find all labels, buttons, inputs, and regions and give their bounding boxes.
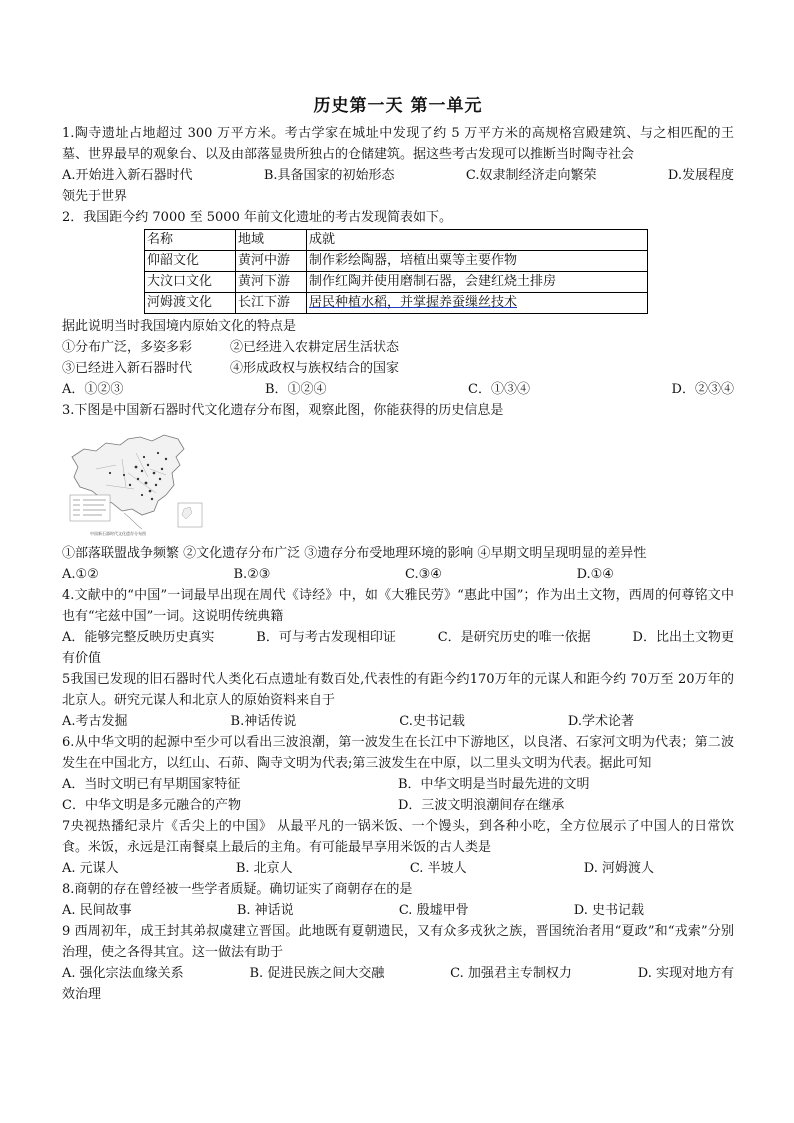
- option-c: C．①③④: [468, 382, 530, 397]
- question-2-options: [62, 379, 734, 400]
- question-2: [62, 207, 734, 400]
- question-2-stem: 2．我国距今约 7000 至 5000 年前文化遗址的考古发现简表如下。: [62, 210, 452, 225]
- question-9: [62, 921, 734, 1005]
- exam-page: [62, 96, 734, 1005]
- option-b: B．①②④: [264, 382, 327, 397]
- option-c: C.奴隶制经济走向繁荣: [465, 168, 597, 183]
- option-a: A. 民间故事: [62, 903, 132, 918]
- statement-4: ④形成政权与族权结合的国家: [230, 361, 400, 376]
- option-d: D．三波文明浪潮间存在继承: [398, 798, 565, 813]
- option-b: B. 促进民族之间大交融: [249, 966, 385, 981]
- china-map-illustration: [66, 429, 206, 537]
- question-1-options: [62, 165, 734, 186]
- question-4-options: [62, 627, 734, 648]
- option-b: B. 神话说: [236, 903, 294, 918]
- option-b: B.具备国家的初始形态: [263, 168, 395, 183]
- question-1: [62, 123, 734, 207]
- question-2-statements-row2: [62, 358, 734, 379]
- question-7-stem: 7央视热播纪录片《舌尖上的中国》 从最平凡的一锅米饭、一个馒头，到各种小吃，全方位展示了中国人的日常饮食。米饭，永远是江南餐桌上最后的主角。有可能最早享用米饭的古人类是: [62, 819, 734, 855]
- option-a: A.考古发掘: [62, 714, 128, 729]
- option-d: D. 实现对地方有: [637, 966, 734, 981]
- question-8-options: [62, 900, 734, 921]
- map-caption: 中国新石器时代文化遗存分布图: [90, 531, 146, 536]
- option-c: C. 加强君主专制权力: [450, 966, 572, 981]
- question-7: [62, 816, 734, 879]
- table-cell: 黄河中游: [236, 251, 307, 272]
- table-cell: 制作彩绘陶器，培植出粟等主要作物: [307, 251, 648, 272]
- table-cell: 仰韶文化: [145, 251, 236, 272]
- option-b: B.神话传说: [230, 714, 297, 729]
- option-d: D.①④: [576, 567, 614, 582]
- statement-1: ①分布广泛，多姿多彩: [62, 340, 193, 355]
- option-c: C．是研究历史的唯一依据: [437, 630, 591, 645]
- page-title: 历史第一天 第一单元: [313, 96, 483, 116]
- table-row: [145, 293, 648, 314]
- table-cell: 长江下游: [236, 293, 307, 314]
- table-header: 成就: [307, 230, 648, 251]
- question-1-stem: 1.陶寺遗址占地超过 300 万平方米。考古学家在城址中发现了约 5 万平方米的高规格宫殿建筑、与之相匹配的王墓、世界最早的观象台、以及由部落显贵所独占的仓储建筑。据这些考古发现可以推断当时陶寺社会: [62, 126, 734, 162]
- option-a: A．能够完整反映历史真实: [62, 630, 215, 645]
- table-header: 地域: [236, 230, 307, 251]
- table-cell: 制作红陶并使用磨制石器，会建红烧土排房: [307, 272, 648, 293]
- option-d: D. 河姆渡人: [583, 861, 654, 876]
- table-row: [145, 272, 648, 293]
- question-2-question: 据此说明当时我国境内原始文化的特点是: [62, 319, 297, 334]
- option-b: B．可与考古发现相印证: [256, 630, 396, 645]
- neolithic-map-image: [66, 429, 206, 537]
- question-9-options: [62, 963, 734, 984]
- option-a: A. 元谋人: [62, 861, 119, 876]
- option-c: C.③④: [405, 567, 442, 582]
- option-d-continued: 有价值: [62, 651, 102, 666]
- table-header-row: [145, 230, 648, 251]
- question-4-stem: 4.文献中的“中国”一词最早出现在周代《诗经》中，如《大雅民劳》“惠此中国”；作为出土文物，西周的何尊铭文中也有“宅兹中国”一词。这说明传统典籍: [62, 588, 734, 624]
- option-a: A.开始进入新石器时代: [62, 168, 193, 183]
- question-8-stem: 8.商朝的存在曾经被一些学者质疑。确切证实了商朝存在的是: [62, 882, 413, 897]
- table-row: [145, 251, 648, 272]
- statement-2: ②已经进入农耕定居生活状态: [230, 340, 400, 355]
- table-cell: 黄河下游: [236, 272, 307, 293]
- question-6: [62, 732, 734, 816]
- question-7-options: [62, 858, 734, 879]
- option-d: D. 史书记载: [573, 903, 644, 918]
- table-header: 名称: [145, 230, 236, 251]
- question-2-statements-row1: [62, 337, 734, 358]
- question-6-options-row2: [62, 795, 734, 816]
- table-cell: 居民种植水稻，并掌握养蚕缫丝技术: [307, 293, 648, 314]
- option-c: C. 半坡人: [409, 861, 467, 876]
- question-9-stem: 9 西周初年，成王封其弟叔虞建立晋国。此地既有夏朝遗民，又有众多戎狄之族，晋国统治者用“夏政”和“戎索”分别治理，使之各得其宜。这一做法有助于: [62, 924, 734, 960]
- question-5-options: [62, 711, 734, 732]
- question-5: [62, 669, 734, 732]
- culture-table: [144, 229, 734, 314]
- option-c: C. 殷墟甲骨: [398, 903, 469, 918]
- question-6-options-row1: [62, 774, 734, 795]
- question-6-stem: 6.从中华文明的起源中至少可以看出三波浪潮，第一波发生在长江中下游地区，以良渚、石家河文明为代表；第二波发生在中国北方，以红山、石茆、陶寺文明为代表;第三波发生在中原，以二里头文明为代表。据此可知: [62, 735, 734, 771]
- option-a: A．当时文明已有早期国家特征: [62, 777, 241, 792]
- question-3: [62, 400, 734, 585]
- statement-3: ③已经进入新石器时代: [62, 361, 193, 376]
- question-3-statements: ①部落联盟战争频繁 ②文化遗存分布广泛 ③遗存分布受地理环境的影响 ④早期文明呈现明显的差异性: [62, 546, 647, 561]
- option-b: B.②③: [233, 567, 271, 582]
- question-4: [62, 585, 734, 669]
- question-8: [62, 879, 734, 921]
- table-cell: 河姆渡文化: [145, 293, 236, 314]
- question-3-options: [62, 564, 734, 585]
- option-a: A. 强化宗法血缘关系: [62, 966, 184, 981]
- question-3-stem: 3.下图是中国新石器时代文化遗存分布图，观察此图，你能获得的历史信息是: [62, 403, 504, 418]
- option-b: B. 北京人: [235, 861, 293, 876]
- option-c: C.史书记载: [399, 714, 465, 729]
- table-cell: 大汶口文化: [145, 272, 236, 293]
- question-5-stem: 5我国已发现的旧石器时代人类化石点遗址有数百处,代表性的有距今约170万年的元谋人和距今约 70万至 20万年的北京人。研究元谋人和北京人的原始资料来自于: [62, 672, 734, 708]
- option-d: D．②③④: [671, 382, 734, 397]
- option-c: C．中华文明是多元融合的产物: [62, 798, 241, 813]
- option-d-continued: 领先于世界: [62, 189, 128, 204]
- option-b: B．中华文明是当时最先进的文明: [398, 777, 590, 792]
- option-a: A.①②: [62, 567, 99, 582]
- option-d: D．比出土文物更: [632, 630, 734, 645]
- option-d-continued: 效治理: [62, 987, 102, 1002]
- option-d: D.学术论著: [567, 714, 634, 729]
- option-a: A．①②③: [62, 382, 124, 397]
- option-d: D.发展程度: [667, 168, 734, 183]
